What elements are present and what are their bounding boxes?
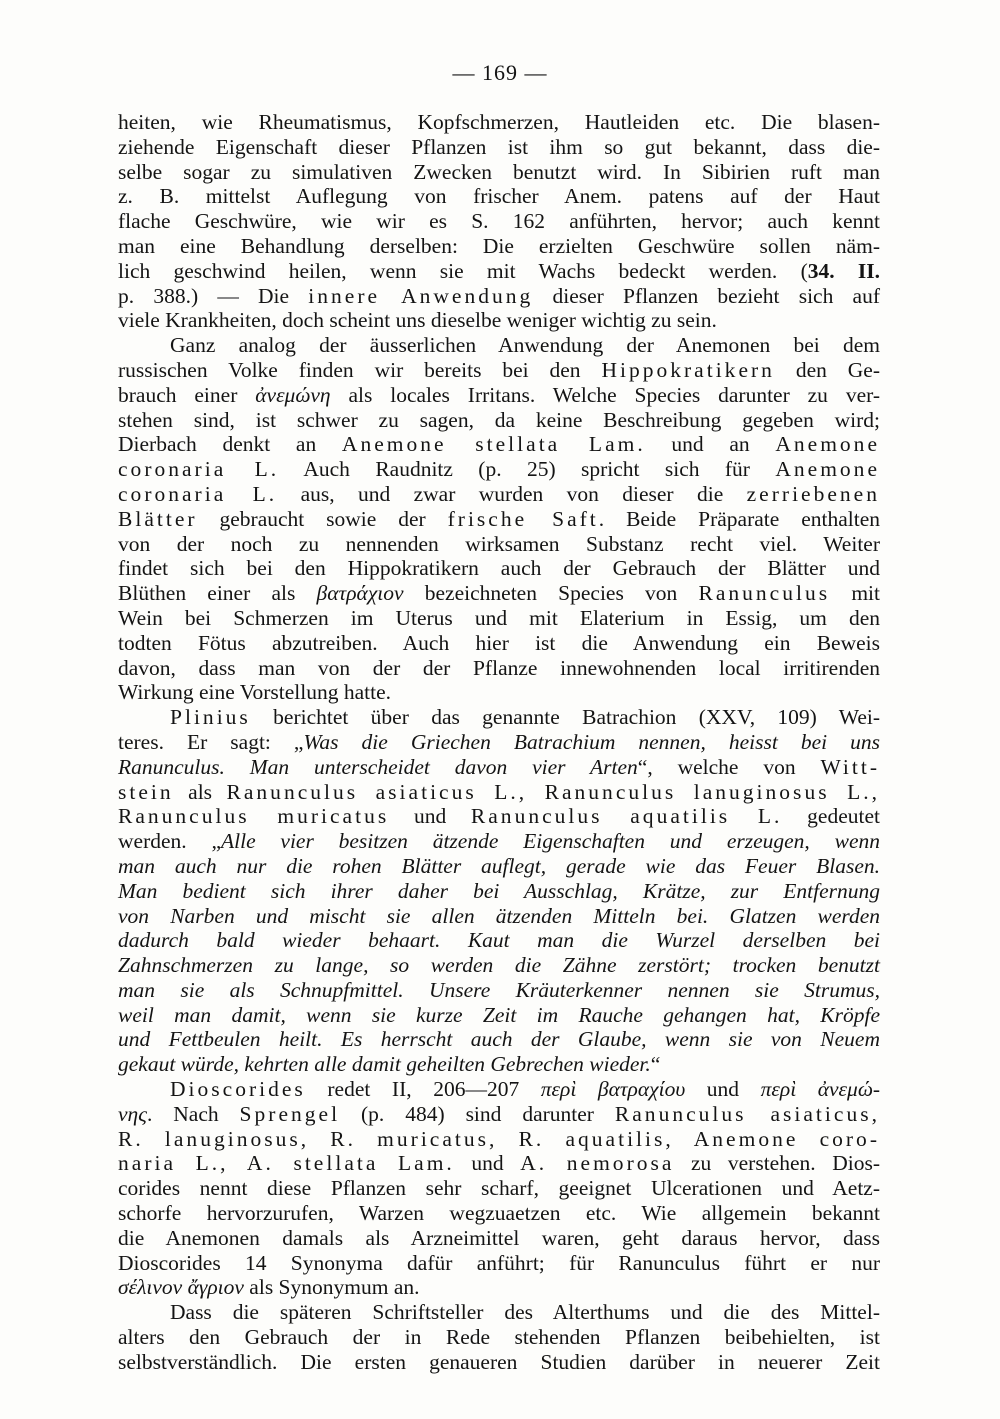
text-line: stehen sind, ist schwer zu sagen, da keine Beschreibung gegeben wird; bbox=[118, 407, 880, 432]
text-line: Man bedient sich ihrer daher bei Ausschlag, Krätze, zur Entfernung bbox=[118, 878, 880, 903]
text-line: σέλινον ἄγριον als Synonymum an. bbox=[118, 1275, 420, 1300]
text-line: man eine Behandlung derselben: Die erzielten Geschwüre sollen näm- bbox=[118, 233, 880, 258]
page-number: — 169 — bbox=[452, 60, 548, 85]
text-line: von Narben und mischt sie allen ätzenden Mitteln bei. Glatzen werden bbox=[118, 903, 880, 928]
text-line: dadurch bald wieder behaart. Kaut man die Wurzel derselben bei bbox=[118, 928, 880, 953]
text-line: Plinius berichtet über das genannte Batrachion (XXV, 109) Wei- bbox=[170, 705, 880, 730]
text-line: gekaut würde, kehrten alle damit geheilten Gebrechen wieder.“ bbox=[118, 1052, 661, 1077]
text-line: Zahnschmerzen zu lange, so werden die Zähne zerstört; trocken benutzt bbox=[118, 953, 880, 978]
text-line: Dierbach denkt an Anemone stellata Lam. und an Anemone bbox=[118, 432, 880, 457]
text-line: davon, dass man von der der Pflanze innewohnenden local irritirenden bbox=[118, 655, 880, 680]
text-line: lich geschwind heilen, wenn sie mit Wachs bedeckt werden. (34. II. bbox=[118, 258, 881, 283]
text-line: p. 388.) — Die innere Anwendung dieser Pflanzen bezieht sich auf bbox=[118, 283, 880, 308]
text-line: coronaria L. Auch Raudnitz (p. 25) spricht sich für Anemone bbox=[118, 457, 880, 482]
text-line: von der noch zu nennenden wirksamen Substanz recht viel. Weiter bbox=[118, 531, 880, 556]
text-line: weil man damit, wenn sie kurze Zeit im Rauche gehangen hat, Kröpfe bbox=[118, 1002, 880, 1027]
text-line: man sie als Schnupfmittel. Unsere Kräuterkenner nennen sie Strumus, bbox=[118, 977, 880, 1002]
text-line: selbe sogar zu simulativen Zwecken benutzt wird. In Sibirien ruft man bbox=[118, 159, 880, 184]
text-line: ziehende Eigenschaft dieser Pflanzen ist ihm so gut bekannt, dass die- bbox=[118, 134, 880, 159]
text-line: corides nennt diese Pflanzen sehr scharf, geeignet Ulcerationen und Aetz- bbox=[118, 1176, 880, 1201]
text-line: R. lanuginosus, R. muricatus, R. aquatilis, Anemone coro- bbox=[118, 1126, 880, 1151]
text-line: νης. Nach Sprengel (p. 484) sind darunter Ranunculus asiaticus, bbox=[118, 1101, 880, 1126]
text-line: russischen Volke finden wir bereits bei den Hippokratikern den Ge- bbox=[118, 357, 881, 382]
text-line: Dioscorides redet II, 206—207 περὶ βατραχίου und περὶ ἀνεμώ- bbox=[170, 1077, 880, 1102]
text-line: Ranunculus muricatus und Ranunculus aquatilis L. gedeutet bbox=[118, 804, 880, 829]
text-line: teres. Er sagt: „Was die Griechen Batrachium nennen, heisst bei uns bbox=[118, 729, 880, 754]
text-line: heiten, wie Rheumatismus, Kopfschmerzen, Hautleiden etc. Die blasen- bbox=[118, 110, 880, 134]
text-line: Blüthen einer als βατράχιον bezeichneten Species von Ranunculus mit bbox=[118, 581, 880, 606]
text-line: Dioscorides 14 Synonyma dafür anführt; für Ranunculus führt er nur bbox=[118, 1250, 880, 1275]
page-body-text bbox=[118, 110, 880, 1375]
text-line: Ranunculus. Man unterscheidet davon vier Arten“, welche von Witt- bbox=[118, 754, 880, 779]
text-line: findet sich bei den Hippokratikern auch der Gebrauch der Blätter und bbox=[118, 556, 880, 581]
text-line: Wirkung eine Vorstellung hatte. bbox=[118, 680, 392, 705]
text-line: Blätter gebraucht sowie der frische Saft. Beide Präparate enthalten bbox=[118, 506, 881, 531]
text-line: todten Fötus abzutreiben. Auch hier ist die Anwendung ein Beweis bbox=[118, 630, 880, 655]
text-line: selbstverständlich. Die ersten genaueren Studien darüber in neuerer Zeit bbox=[118, 1349, 880, 1374]
text-line: z. B. mittelst Auflegung von frischer Anem. patens auf der Haut bbox=[118, 184, 880, 209]
text-line: Wein bei Schmerzen im Uterus und mit Elaterium in Essig, um den bbox=[118, 605, 880, 630]
text-line: und Fettbeulen heilt. Es herrscht auch der Glaube, wenn sie von Neuem bbox=[118, 1027, 880, 1052]
text-line: brauch einer ἀνεμώνη als locales Irritans. Welche Species darunter zu ver- bbox=[118, 382, 880, 407]
text-line: flache Geschwüre, wie wir es S. 162 anführten, hervor; auch kennt bbox=[118, 209, 880, 234]
text-line: man auch nur die rohen Blätter auflegt, gerade wie das Feuer Blasen. bbox=[118, 853, 880, 878]
text-line: Ganz analog der äusserlichen Anwendung der Anemonen bei dem bbox=[170, 333, 880, 358]
text-line: viele Krankheiten, doch scheint uns dieselbe weniger wichtig zu sein. bbox=[118, 308, 717, 333]
text-line: naria L., A. stellata Lam. und A. nemorosa zu verstehen. Dios- bbox=[118, 1151, 881, 1176]
text-line: Dass die späteren Schriftsteller des Alterthums und die des Mittel- bbox=[170, 1300, 880, 1325]
text-line: werden. „Alle vier besitzen ätzende Eigenschaften und erzeugen, wenn bbox=[118, 829, 880, 854]
text-line: schorfe hervorzurufen, Warzen wegzuaetzen etc. Wie allgemein bekannt bbox=[118, 1201, 880, 1226]
text-line: coronaria L. aus, und zwar wurden von dieser die zerriebenen bbox=[118, 481, 880, 506]
text-line: alters den Gebrauch der in Rede stehenden Pflanzen beibehielten, ist bbox=[118, 1325, 880, 1350]
text-line: stein als Ranunculus asiaticus L., Ranunculus lanuginosus L., bbox=[118, 779, 880, 804]
text-line: die Anemonen damals als Arzneimittel waren, geht daraus hervor, dass bbox=[118, 1225, 880, 1250]
